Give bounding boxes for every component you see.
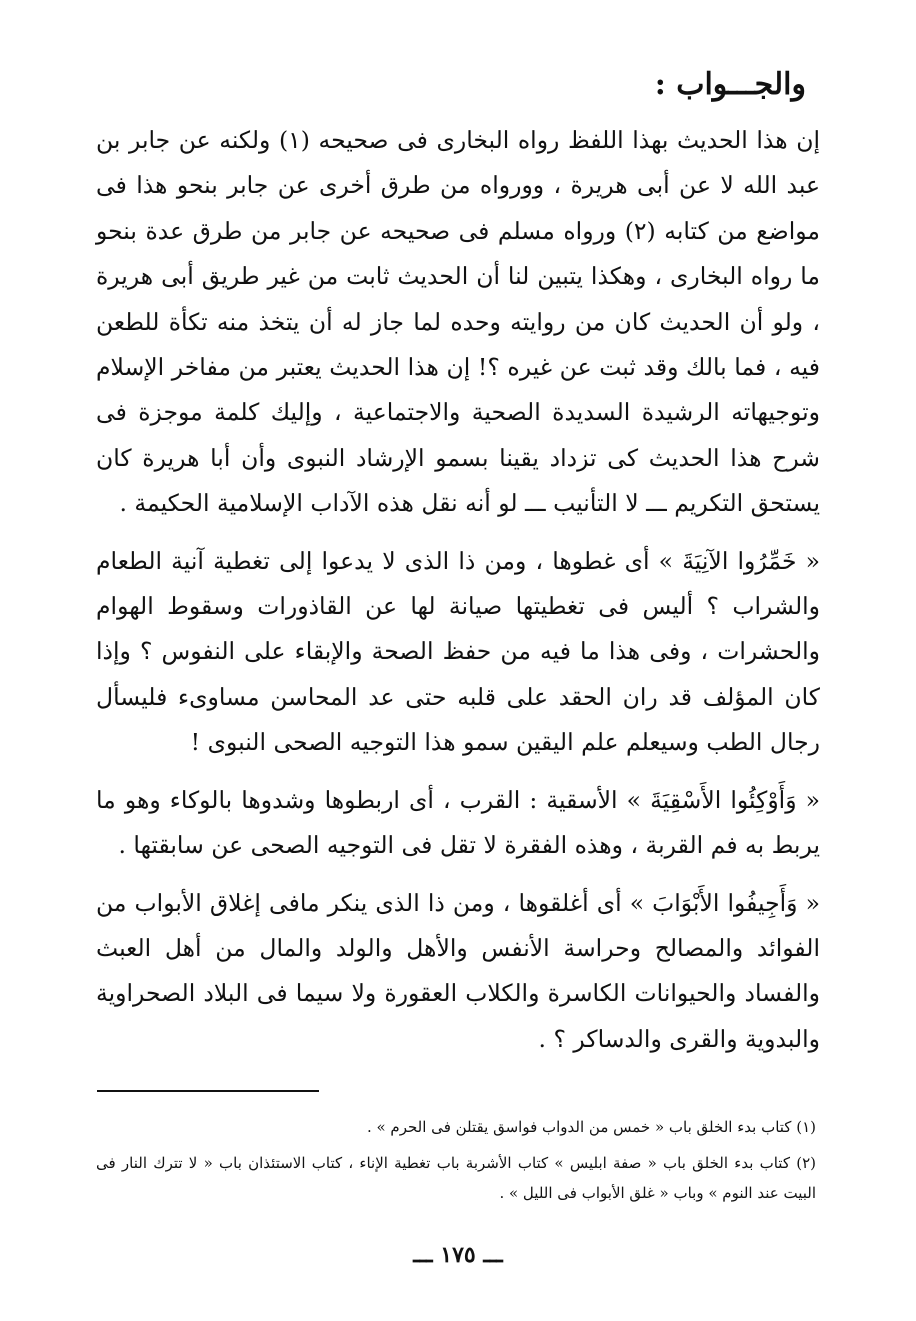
paragraph-close-doors: « وَأَجِيفُوا الأَبْوَابَ » أى أغلقوها ، ومن ذا الذى ينكر مافى إغلاق الأبواب من الفوائد والمصالح وحراسة الأنفس والأهل والولد والمال من أهل العبث والفساد والحيوانات الكاسرة والكلاب العقورة ولا سيما فى البلاد الصحراوية والبدوية والقرى والدساكر ؟ .	[96, 888, 820, 1053]
footnote-1: (١) كتاب بدء الخلق باب « خمس من الدواب فواسق يقتلن فى الحرم » .	[366, 1118, 816, 1136]
page-number: ـــ ١٧٥ ـــ	[413, 1242, 503, 1268]
footnotes	[96, 1112, 816, 1208]
paragraph-tie-waterskins: « وَأَوْكِئُوا الأَسْقِيَةَ » الأسقية : القرب ، أى اربطوها وشدوها بالوكاء وهو ما يربط به فم القربة ، وهذه الفقرة لا تقل فى التوجيه الصحى عن سابقتها .	[96, 785, 820, 860]
paragraph-intro: إن هذا الحديث بهذا اللفظ رواه البخارى فى صحيحه (١) ولكنه عن جابر بن عبد الله لا عن أبى هريرة ، وورواه من طرق أخرى عن جابر بنحو هذا فى مواضع من كتابه (٢) ورواه مسلم فى صحيحه عن جابر من طرق عدة بنحو ما رواه البخارى ، وهكذا يتبين لنا أن الحديث ثابت من غير طريق أبى هريرة ، ولو أن الحديث كان من روايته وحده لما جاز له أن يتخذ منه تكأة للطعن فيه ، فما بالك وقد ثبت عن غيره ؟! إن هذا الحديث يعتبر من مفاخر الإسلام وتوجيهاته الرشيدة السديدة الصحية والاجتماعية ، وإليك كلمة موجزة فى شرح هذا الحديث كى تزداد يقينا بسمو الإرشاد النبوى وأن أبا هريرة كان يستحق التكريم ـــ لا التأنيب ـــ لو أنه نقل هذه الآداب الإسلامية الحكيمة .	[96, 126, 821, 518]
footnote-separator	[97, 1090, 319, 1092]
section-heading: والجـــواب :	[654, 67, 806, 102]
main-text	[96, 118, 820, 1062]
footnote-2: (٢) كتاب بدء الخلق باب « صفة ابليس » كتاب الأشربة باب تغطية الإناء ، كتاب الاستئذان باب « لا تترك النار فى البيت عند النوم » وباب « غلق الأبواب فى الليل » .	[96, 1154, 816, 1202]
paragraph-cover-vessels: « خَمِّرُوا الآنِيَةَ » أى غطوها ، ومن ذا الذى لا يدعوا إلى تغطية آنية الطعام والشراب ؟ أليس فى تغطيتها صيانة لها عن القاذورات وسقوط الهوام والحشرات ، وفى هذا ما فيه من حفظ الصحة والإبقاء على النفوس ؟ وإذا كان المؤلف قد ران الحقد على قلبه حتى عد المحاسن مساوىء فليسأل رجال الطب وسيعلم علم اليقين سمو هذا التوجيه الصحى النبوى !	[96, 546, 820, 757]
